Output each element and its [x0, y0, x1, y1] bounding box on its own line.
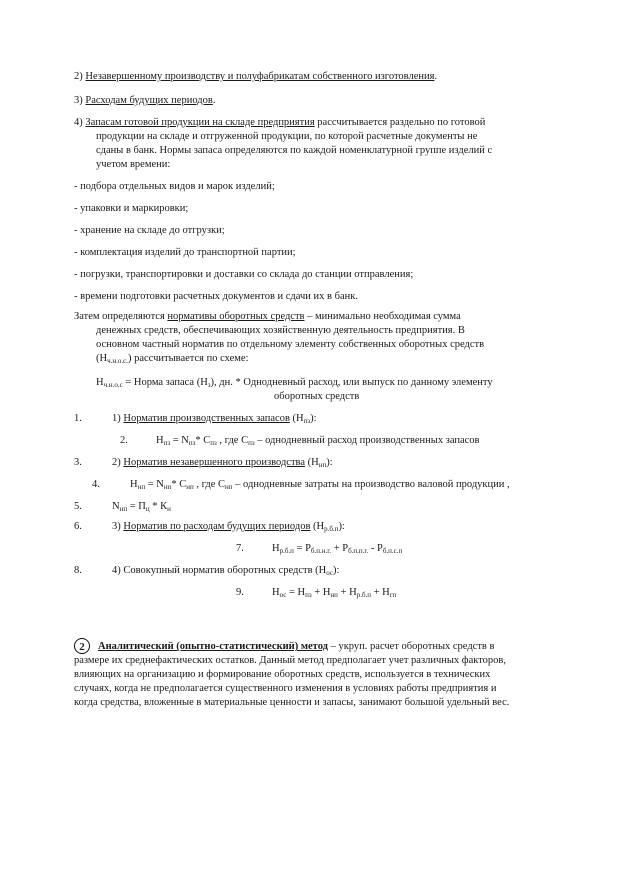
- list-item-2: 2) Незавершенному производству и полуфабрикатам собственного изготовления.: [74, 71, 438, 82]
- analytic-method-heading: Аналитический (опытно-статистический) метод – укруп. расчет оборотных средств в: [98, 641, 495, 652]
- formula-4: $Н_{нп} = N_{нп}*$ $С_{нп}$ , где $С_{нп}$ – однодневные затраты на производство валовой продукции ,: [130, 479, 510, 491]
- formula-number: 6.: [74, 521, 82, 532]
- normatives-cont: $(Н_{ч.н.о.с.})$ рассчитывается по схеме:: [96, 353, 249, 365]
- analytic-method-text: случаях, когда не предполагается существенного изменения в условиях работы предприятия и: [74, 683, 497, 694]
- list-item-4: 4) Запасам готовой продукции на складе предприятия рассчитывается раздельно по готовой: [74, 117, 486, 128]
- analytic-method-text: когда средства, вложенные в материальные ценности и запасы, занимают большой удельный вес.: [74, 697, 510, 708]
- dash-item: - времени подготовки расчетных документов и сдачи их в банк.: [74, 291, 358, 302]
- formula-number: 9.: [236, 587, 244, 598]
- formula-number: 1.: [74, 413, 82, 424]
- formula-2: $Н_{пз} = N_{пз}*$ $С_{пз}$ , где $С_{пз}$ – однодневный расход производственных запасов: [156, 435, 480, 447]
- formula-3-heading: 2) Норматив незавершенного производства $(Н_{нп})$:: [112, 457, 333, 469]
- dash-item: - комплектация изделий до транспортной партии;: [74, 247, 296, 258]
- formula-5: $N_{нп} = П_ц * К_н$: [112, 501, 171, 513]
- formula-9: $Н_{ос} = Н_{пз} + Н_{нп} + Н_{р.б.п} + Н_{гп}$: [272, 587, 397, 599]
- formula-number: 4.: [92, 479, 100, 490]
- formula-1-heading: 1) Норматив производственных запасов $(Н_{пз})$:: [112, 413, 317, 425]
- section-number-marker: 2: [74, 638, 90, 654]
- formula-number: 5.: [74, 501, 82, 512]
- scheme-formula-cont: оборотных средств: [274, 391, 360, 402]
- dash-item: - упаковки и маркировки;: [74, 203, 189, 214]
- list-item-4-cont: учетом времени:: [96, 159, 171, 170]
- formula-number: 7.: [236, 543, 244, 554]
- formula-8-heading: 4) Совокупный норматив оборотных средств $(Н_{ос})$:: [112, 565, 340, 577]
- formula-6-heading: 3) Норматив по расходам будущих периодов $(Н_{р.б.п})$:: [112, 521, 345, 533]
- formula-number: 3.: [74, 457, 82, 468]
- list-item-4-cont: продукции на складе и отгруженной продукции, по которой расчетные документы не: [96, 131, 478, 142]
- normatives-cont: основном частный норматив по отдельному элементу собственных оборотных средств: [96, 339, 485, 350]
- dash-item: - погрузки, транспортировки и доставки со склада до станции отправления;: [74, 269, 414, 280]
- analytic-method-text: влияющих на организацию и формирование оборотных средств, используется в технических: [74, 669, 491, 680]
- normatives-cont: денежных средств, обеспечивающих хозяйственную деятельность предприятия. В: [96, 325, 465, 336]
- list-item-4-cont: сданы в банк. Нормы запаса определяются по каждой номенклатурной группе изделий с: [96, 145, 493, 156]
- normatives-intro: Затем определяются нормативы оборотных средств – минимально необходимая сумма: [74, 311, 461, 322]
- formula-number: 8.: [74, 565, 82, 576]
- analytic-method-text: размере их среднефактических остатков. Данный метод предполагает учет различных факторов,: [74, 655, 507, 666]
- dash-item: - подбора отдельных видов и марок изделий;: [74, 181, 275, 192]
- dash-item: - хранение на складе до отгрузки;: [74, 225, 225, 236]
- formula-number: 2.: [120, 435, 128, 446]
- scheme-formula: $Н_{ч.н.о.с}$ = Норма запаса $(Н_з)$, дн. * Однодневный расход, или выпуск по данному элементу: [96, 377, 493, 389]
- list-item-3: 3) Расходам будущих периодов.: [74, 95, 216, 106]
- formula-7: $Н_{р.б.п} = Р_{б.п.н.г.} + Р_{б.п.п.г.} - Р_{б.п.с.п}$: [272, 543, 403, 555]
